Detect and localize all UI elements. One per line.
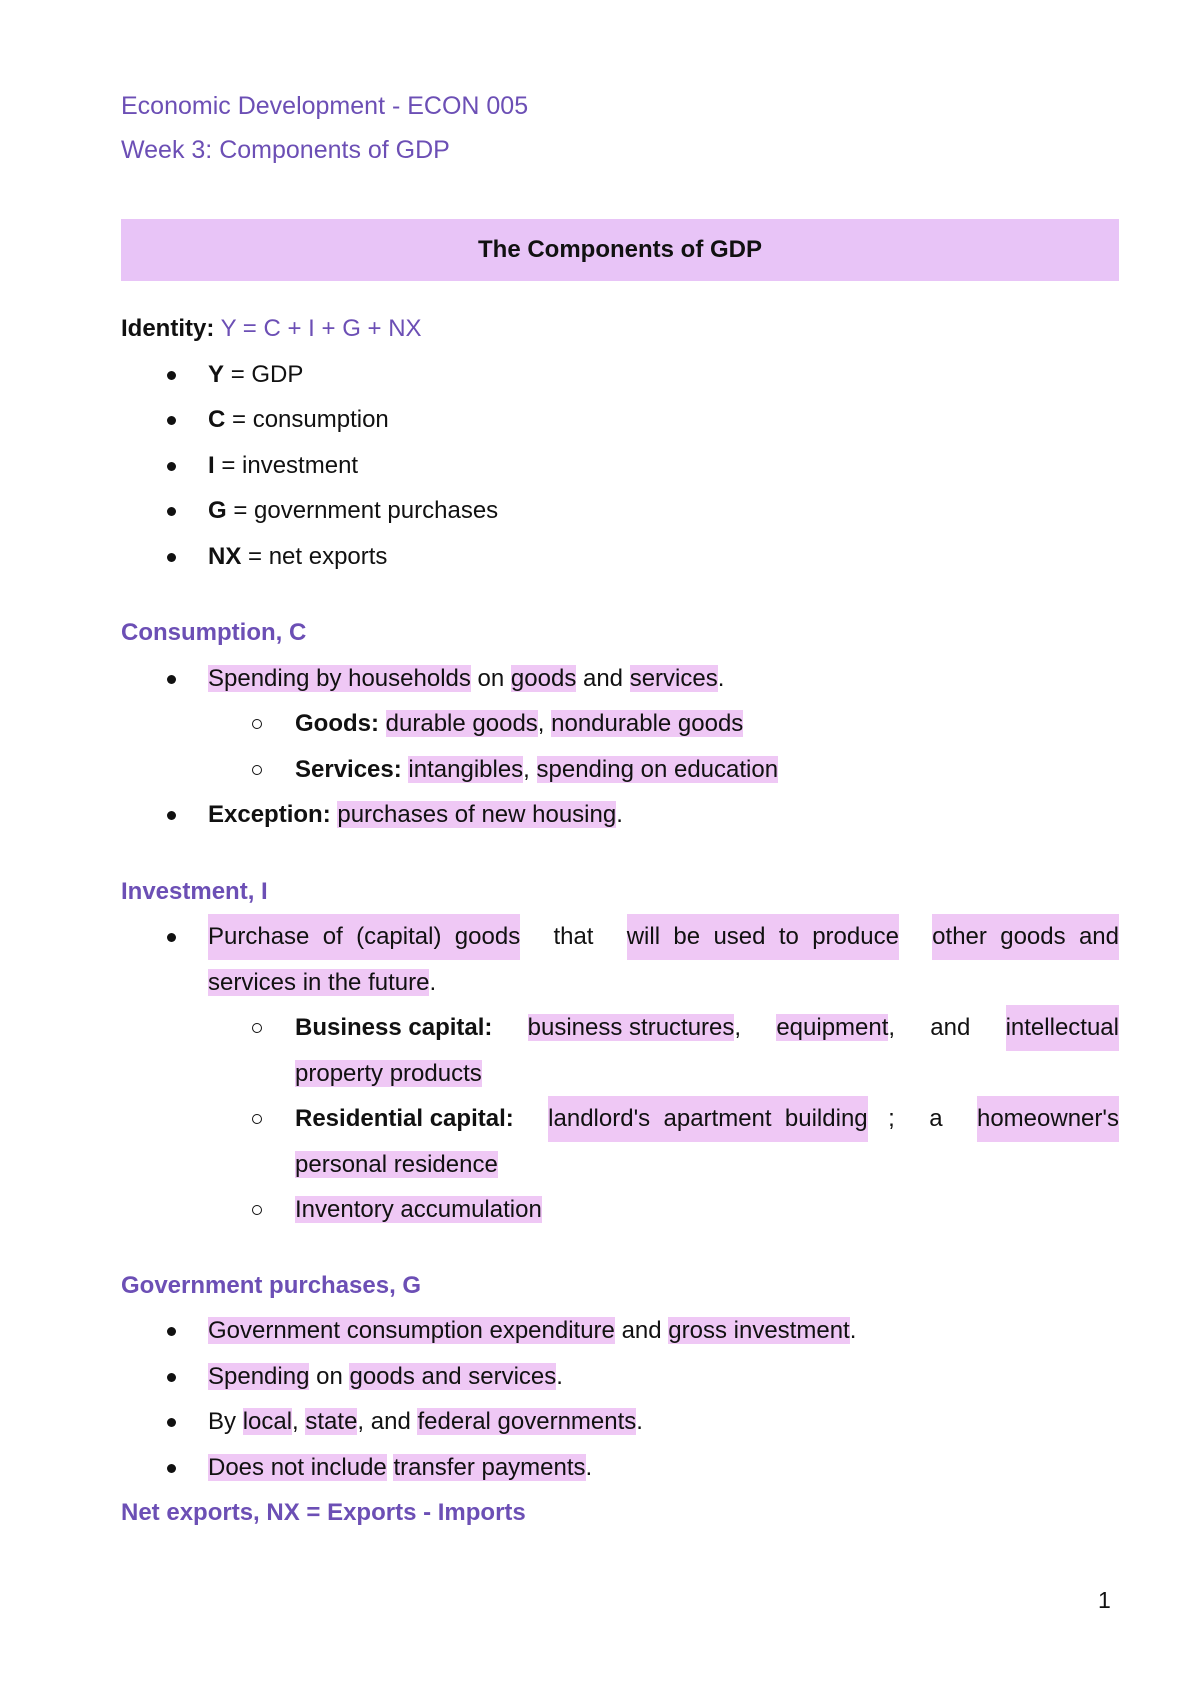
identity-label: Identity: (121, 315, 215, 342)
highlight: Does not include (208, 1453, 387, 1481)
highlight: local (242, 1408, 293, 1435)
identity-formula: Y = C + I + G + NX (220, 315, 422, 342)
highlight: gross investment (668, 1317, 850, 1344)
section-heading-government: Government purchases, G (121, 1271, 422, 1299)
identity-line (121, 306, 1119, 352)
word: and (1078, 923, 1119, 950)
highlight (627, 914, 899, 960)
term: Residential capital: (295, 1105, 514, 1132)
text: ; (888, 1105, 895, 1132)
list-item (121, 747, 1119, 793)
highlight: Spending (208, 1362, 310, 1390)
list-item (121, 1354, 1119, 1400)
list-item (121, 656, 1119, 702)
list-item (121, 914, 1119, 960)
list-item (121, 352, 1119, 398)
list-item (121, 792, 1119, 838)
word: produce (812, 923, 899, 950)
highlight: purchases of new housing (337, 801, 617, 828)
text: . (616, 801, 623, 828)
highlight: equipment (776, 1014, 889, 1041)
term: Y (208, 360, 225, 388)
text: , (734, 1014, 742, 1041)
term: Services: (295, 755, 402, 783)
highlight (932, 914, 1119, 960)
word: (capital) (356, 923, 442, 950)
text: and (621, 1317, 662, 1344)
section-heading-consumption: Consumption, C (121, 619, 307, 646)
highlight: Government consumption expenditure (208, 1317, 615, 1344)
text: a (929, 1105, 943, 1132)
page-number: 1 (1098, 1587, 1111, 1613)
text: on (477, 664, 505, 692)
definition: = government purchases (233, 497, 499, 524)
spacer (121, 1233, 1119, 1263)
highlight: spending on education (536, 755, 779, 783)
section-heading-net-exports: Net exports, NX = Exports - Imports (121, 1499, 526, 1526)
definition: = investment (221, 451, 359, 479)
week-title: Week 3: Components of GDP (121, 136, 450, 164)
definition: = consumption (232, 406, 389, 433)
text: and (930, 1014, 971, 1041)
word: used (713, 923, 766, 950)
text: . (556, 1362, 563, 1390)
highlight: business structures (527, 1014, 735, 1041)
notes-content (121, 306, 1119, 1536)
term: G (208, 497, 227, 524)
list-item (121, 1445, 1119, 1491)
text: , and (357, 1408, 411, 1435)
list-item (121, 1096, 1119, 1142)
text: , (537, 710, 545, 737)
word: Purchase (208, 923, 310, 950)
list-item (121, 443, 1119, 489)
list-item (121, 397, 1119, 443)
spacer (121, 579, 1119, 610)
course-title: Economic Development - ECON 005 (121, 92, 529, 120)
section-heading-investment: Investment, I (121, 877, 268, 905)
text: . (849, 1317, 857, 1344)
highlight: state (305, 1408, 358, 1435)
text: . (429, 968, 437, 996)
definition: = GDP (230, 360, 304, 388)
text: . (636, 1408, 643, 1435)
word: that (553, 923, 594, 950)
text: , (523, 755, 530, 783)
text: , (888, 1014, 896, 1041)
highlight (548, 1096, 867, 1142)
text: . (585, 1453, 593, 1481)
definition: = net exports (248, 542, 388, 570)
term: Goods: (295, 710, 379, 737)
term: C (208, 406, 226, 433)
word: apartment (663, 1105, 772, 1132)
text: on (316, 1362, 343, 1390)
highlight: Inventory accumulation (295, 1196, 542, 1223)
highlight: intangibles (408, 755, 524, 783)
word: to (778, 923, 799, 950)
word: building (784, 1105, 868, 1132)
highlight: goods (510, 664, 577, 692)
highlight: transfer payments (393, 1453, 586, 1481)
highlight: goods and services (349, 1362, 557, 1390)
highlight: property products (295, 1059, 482, 1087)
word: be (673, 923, 701, 950)
highlight (208, 914, 520, 960)
list-item-continuation (121, 960, 1119, 1006)
word: will (626, 923, 661, 950)
text-group (776, 1005, 895, 1051)
term: I (208, 451, 215, 479)
text: and (582, 664, 624, 692)
term: Business capital: (295, 1014, 493, 1041)
list-item (121, 1005, 1119, 1051)
highlight: services (629, 664, 718, 692)
list-item (121, 701, 1119, 747)
term: NX (208, 542, 242, 570)
highlight: nondurable goods (551, 710, 744, 737)
text: , (292, 1408, 299, 1435)
highlight: intellectual (1006, 1005, 1119, 1051)
list-item (121, 1399, 1119, 1445)
highlight: federal governments (417, 1408, 637, 1435)
list-item (121, 1187, 1119, 1233)
word: goods (1000, 923, 1066, 950)
spacer (121, 838, 1119, 869)
list-item (121, 488, 1119, 534)
list-item (121, 534, 1119, 580)
list-item-continuation (121, 1142, 1119, 1188)
highlight: durable goods (385, 710, 538, 737)
text: By (208, 1408, 237, 1435)
text: . (717, 664, 725, 692)
highlight: homeowner's (977, 1096, 1119, 1142)
highlight: services in the future (208, 968, 430, 996)
section-banner (121, 219, 1119, 281)
text-group (528, 1005, 741, 1051)
term: Exception: (208, 801, 331, 828)
word: of (322, 923, 343, 950)
list-item-continuation (121, 1051, 1119, 1097)
highlight: personal residence (295, 1150, 498, 1178)
list-item (121, 1308, 1119, 1354)
highlight: Spending by households (208, 664, 471, 692)
word: landlord's (548, 1105, 651, 1132)
banner-title: The Components of GDP (478, 236, 762, 263)
word: goods (454, 923, 521, 950)
word: other (932, 923, 987, 950)
